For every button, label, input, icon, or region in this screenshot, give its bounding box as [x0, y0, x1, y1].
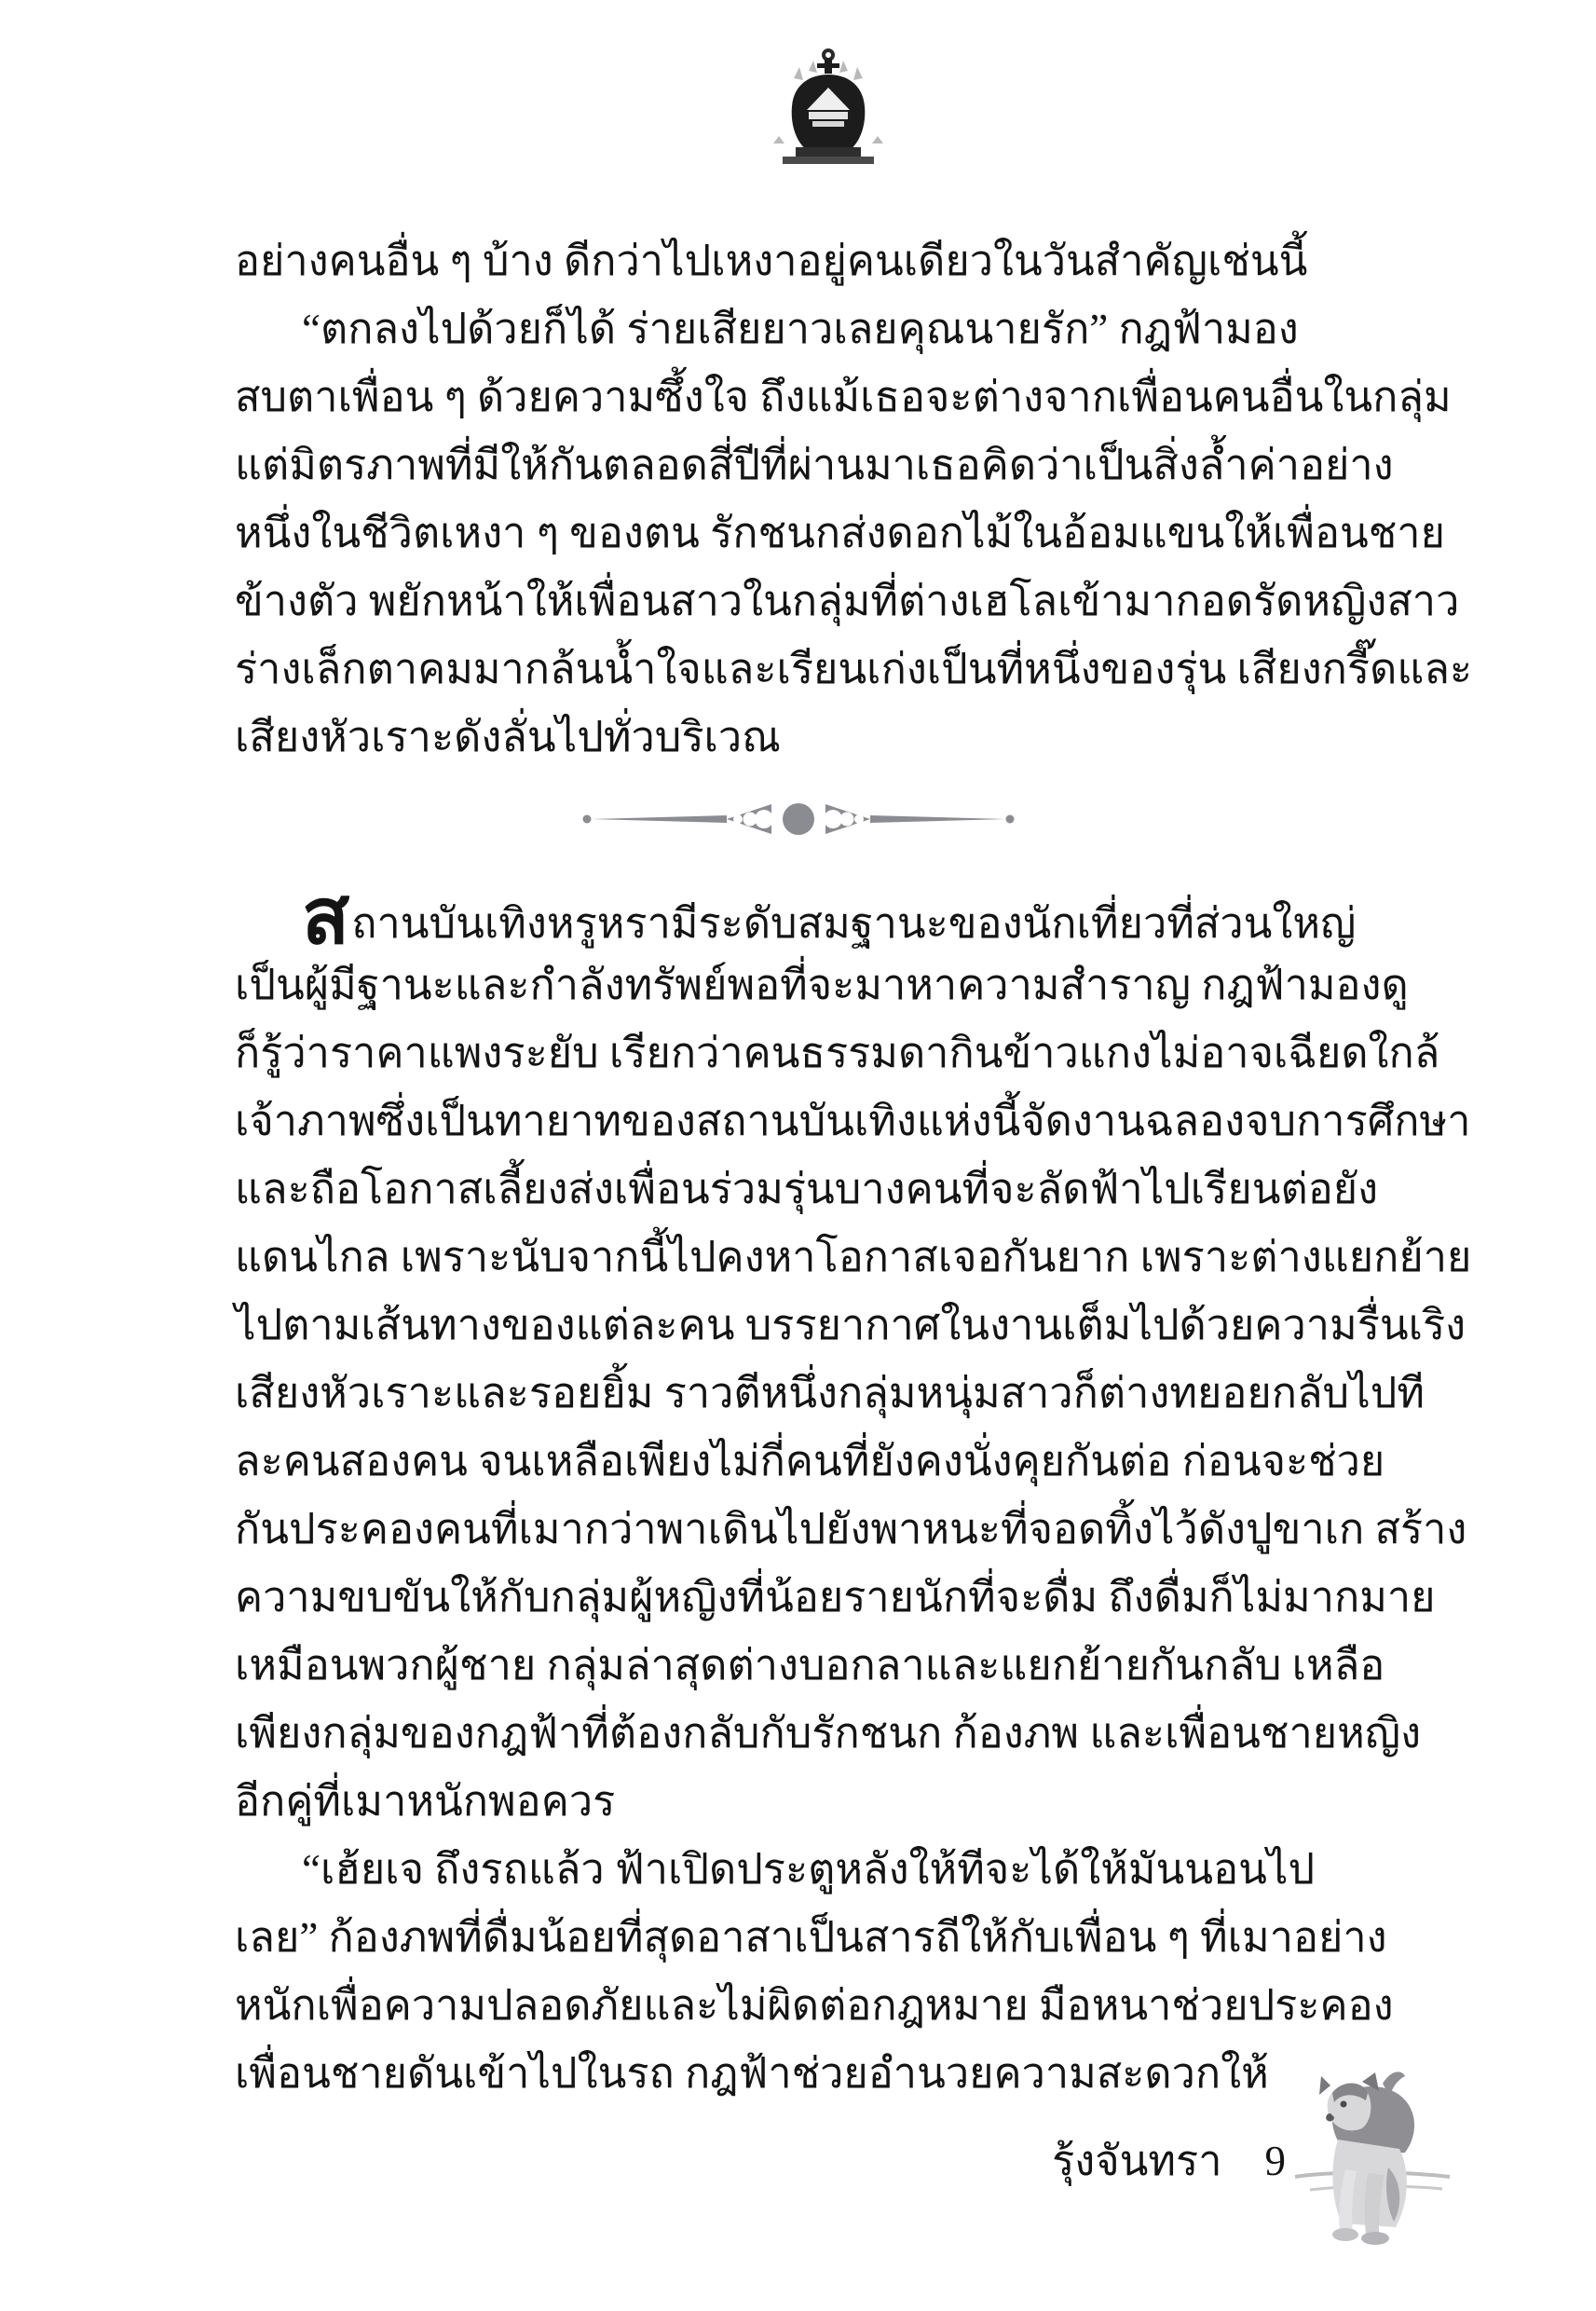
- text-line: ถานบันเทิงหรูหรามีระดับสมฐานะของนักเที่ยวที่ส่วนใหญ่: [351, 900, 1357, 947]
- text-line: แต่มิตรภาพที่มีให้กันตลอดสี่ปีที่ผ่านมาเธอคิดว่าเป็นสิ่งล้ำค่าอย่าง: [235, 442, 1394, 488]
- text-line: หนักเพื่อความปลอดภัยและไม่ผิดต่อกฎหมาย มือหนาช่วยประคอง: [235, 1982, 1394, 2029]
- text-line: แดนไกล เพราะนับจากนี้ไปคงหาโอกาสเจอกันยาก เพราะต่างแยกย้าย: [235, 1234, 1472, 1280]
- publisher-crest-icon: [771, 47, 885, 175]
- paragraph-lines: [235, 951, 1472, 2108]
- text-line: เลย” ก้องภพที่ดื่มน้อยที่สุดอาสาเป็นสารถีให้กับเพื่อน ๆ ที่เมาอย่าง: [235, 1914, 1387, 1961]
- paragraph-block-1: [235, 227, 1473, 772]
- text-line: กันประคองคนที่เมากว่าพาเดินไปยังพาหนะที่จอดทิ้งไว้ดังปูขาเก สร้าง: [235, 1506, 1467, 1552]
- paragraph-block-2: [235, 874, 1472, 2108]
- page-footer: [1025, 2126, 1286, 2194]
- drop-cap: ส: [302, 874, 352, 961]
- text-line: เพื่อนชายดันเข้าไปในรถ กฎฟ้าช่วยอำนวยความสะดวกให้: [235, 2050, 1269, 2097]
- section-divider-ornament-icon: [580, 798, 1017, 841]
- text-line: เพียงกลุ่มของกฎฟ้าที่ต้องกลับกับรักชนก ก้องภพ และเพื่อนชายหญิง: [235, 1710, 1422, 1757]
- text-line: ข้างตัว พยักหน้าให้เพื่อนสาวในกลุ่มที่ต่างเฮโลเข้ามากอดรัดหญิงสาว: [235, 578, 1460, 624]
- text-line: เจ้าภาพซึ่งเป็นทายาทของสถานบันเทิงแห่งนี้จัดงานฉลองจบการศึกษา: [235, 1098, 1471, 1144]
- page-number: 9: [1264, 2138, 1286, 2184]
- text-line: “เฮ้ยเจ ถึงรถแล้ว ฟ้าเปิดประตูหลังให้ทีจะได้ให้มันนอนไป: [302, 1846, 1316, 1893]
- text-line: อย่างคนอื่น ๆ บ้าง ดีกว่าไปเหงาอยู่คนเดียวในวันสำคัญเช่นนี้: [235, 238, 1308, 284]
- text-line: สบตาเพื่อน ๆ ด้วยความซึ้งใจ ถึงแม้เธอจะต่างจากเพื่อนคนอื่นในกลุ่ม: [235, 374, 1452, 420]
- text-line: “ตกลงไปด้วยก็ได้ ร่ายเสียยาวเลยคุณนายรัก” กฎฟ้ามอง: [302, 306, 1299, 352]
- text-line-dropcap: [235, 874, 1437, 961]
- text-line: หนึ่งในชีวิตเหงา ๆ ของตน รักชนกส่งดอกไม้ในอ้อมแขนให้เพื่อนชาย: [235, 510, 1445, 556]
- text-line: เสียงหัวเราะและรอยยิ้ม ราวตีหนึ่งกลุ่มหนุ่มสาวก็ต่างทยอยกลับไปที: [235, 1370, 1425, 1416]
- text-line: ก็รู้ว่าราคาแพงระยับ เรียกว่าคนธรรมดากินข้าวแกงไม่อาจเฉียดใกล้: [235, 1030, 1440, 1076]
- text-line: ร่างเล็กตาคมมากล้นน้ำใจและเรียนเก่งเป็นที่หนึ่งของรุ่น เสียงกรี๊ดและ: [235, 646, 1473, 692]
- text-line: อีกคู่ที่เมาหนักพอควร: [235, 1778, 616, 1825]
- text-line: ไปตามเส้นทางของแต่ละคน บรรยากาศในงานเต็มไปด้วยความรื่นเริง: [235, 1302, 1466, 1348]
- text-line: ละคนสองคน จนเหลือเพียงไม่กี่คนที่ยังคงนั่งคุยกันต่อ ก่อนจะช่วย: [235, 1438, 1385, 1484]
- running-title: รุ้งจันทรา: [1052, 2138, 1222, 2184]
- puppy-illustration-icon: [1293, 2067, 1452, 2263]
- text-line: เหมือนพวกผู้ชาย กลุ่มล่าสุดต่างบอกลาและแยกย้ายกันกลับ เหลือ: [235, 1642, 1385, 1689]
- text-line: ความขบขันให้กับกลุ่มผู้หญิงที่น้อยรายนักที่จะดื่ม ถึงดื่มก็ไม่มากมาย: [235, 1574, 1436, 1620]
- text-line: เสียงหัวเราะดังลั่นไปทั่วบริเวณ: [235, 714, 781, 760]
- text-line: และถือโอกาสเลี้ยงส่งเพื่อนร่วมรุ่นบางคนที่จะลัดฟ้าไปเรียนต่อยัง: [235, 1166, 1379, 1212]
- text-line: เป็นผู้มีฐานะและกำลังทรัพย์พอที่จะมาหาความสำราญ กฎฟ้ามองดู: [235, 962, 1409, 1008]
